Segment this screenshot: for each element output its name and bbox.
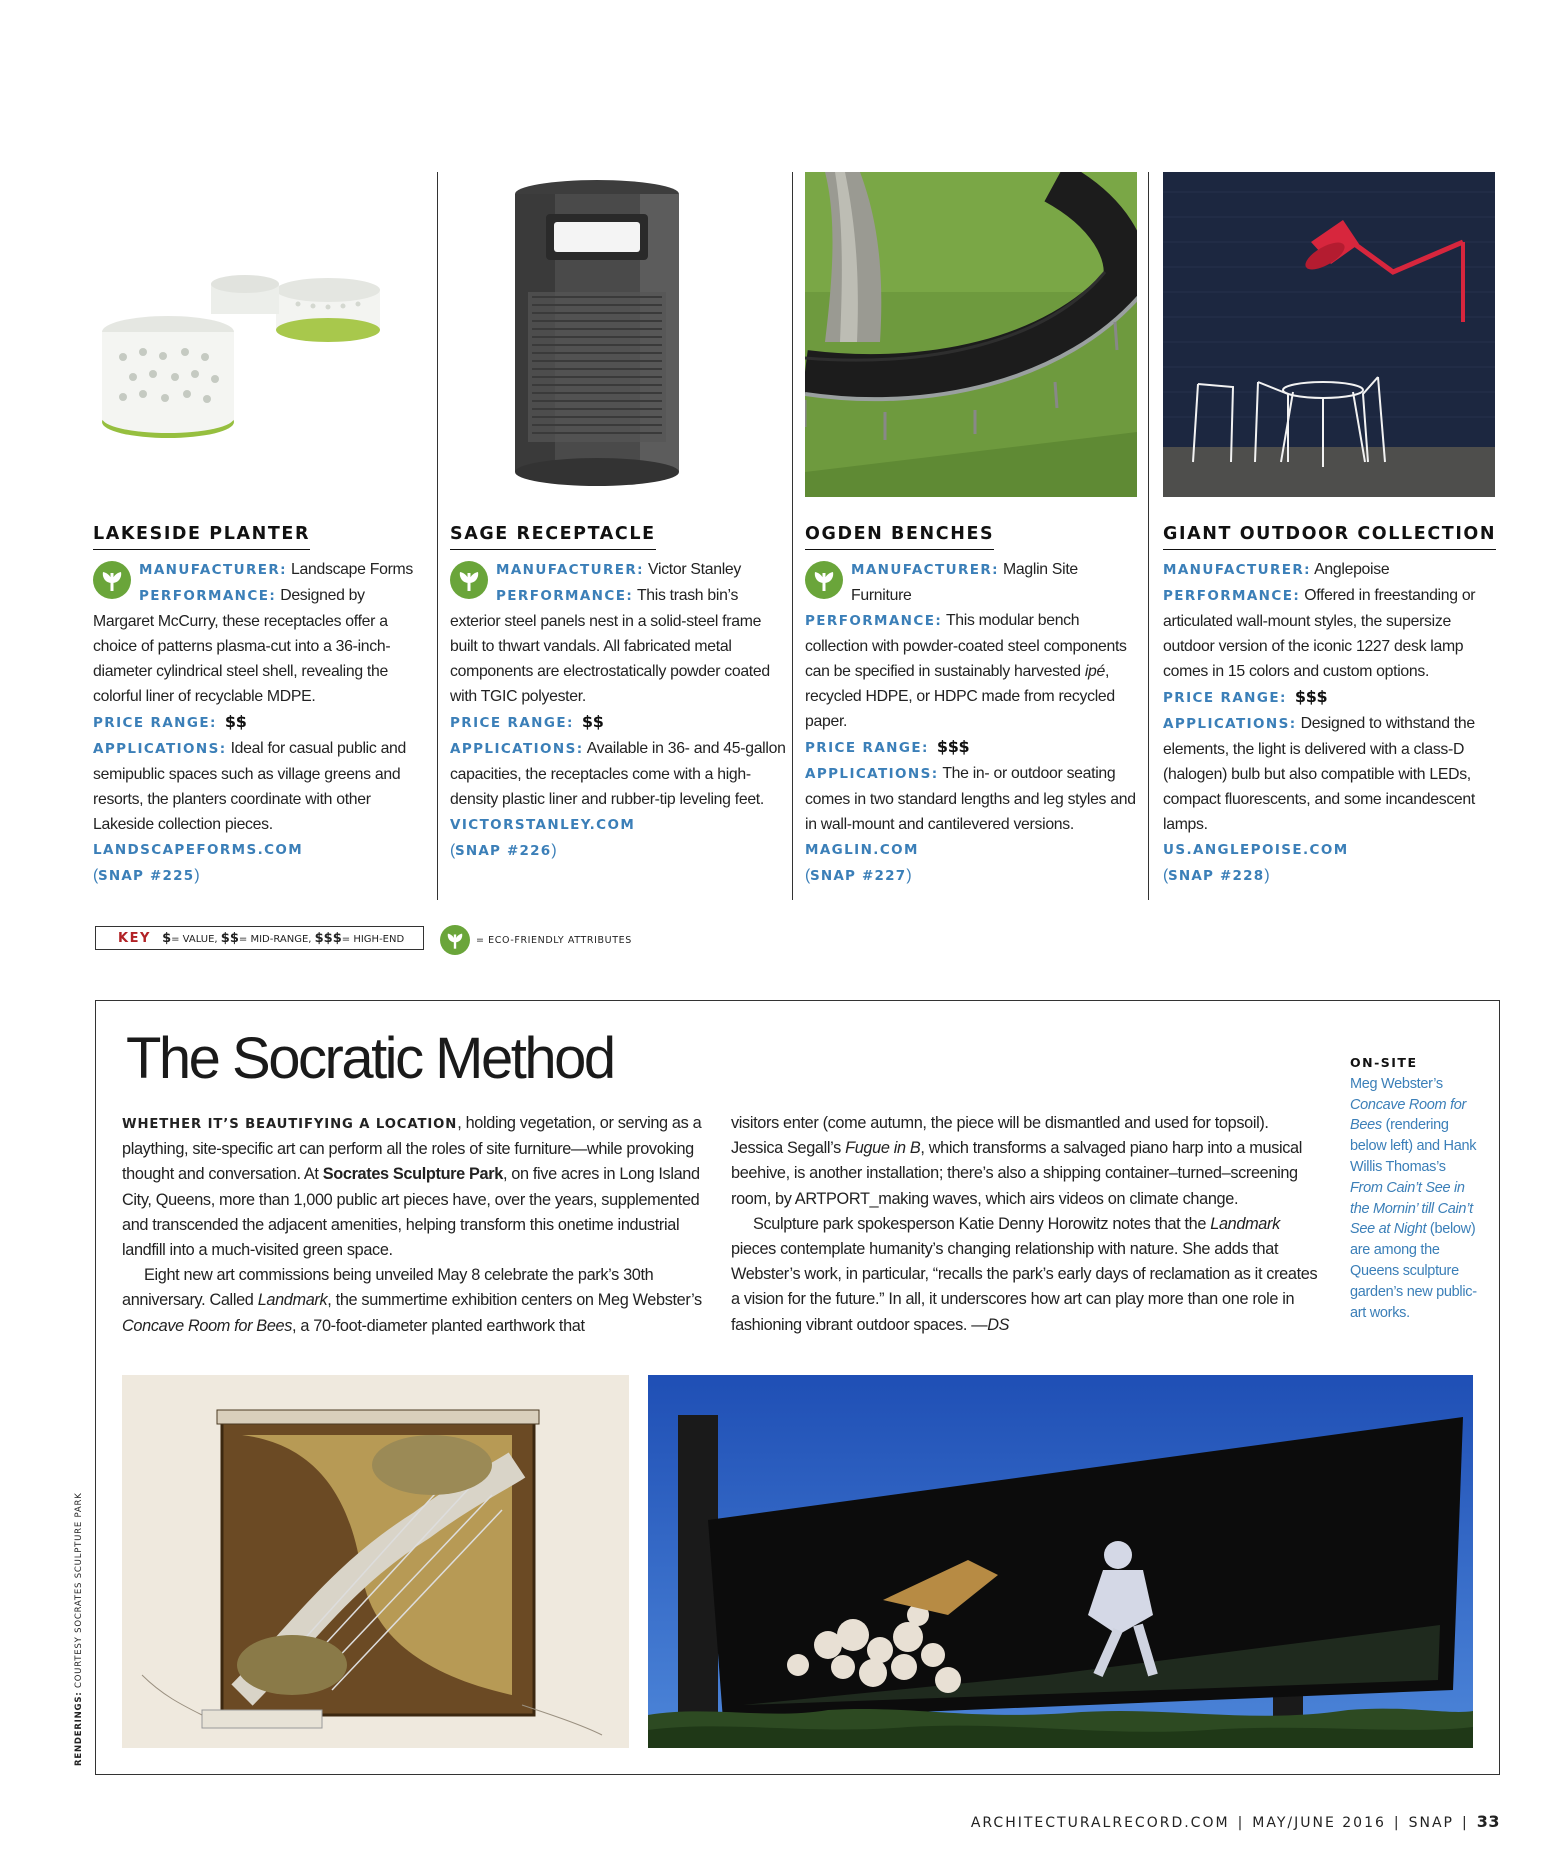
price-key <box>95 926 424 950</box>
article-p2-a: Eight new art commissions being unveiled May 8 celebrate the park’s 30th anniversary. Called <box>122 1266 654 1310</box>
image-billboard-artwork <box>648 1375 1473 1748</box>
credit-text: COURTESY SOCRATES SCULPTURE PARK <box>74 1492 84 1692</box>
credit-label: RENDERINGS: <box>74 1691 84 1766</box>
performance-emphasis: ipé <box>1084 663 1106 680</box>
footer-separator: | <box>1237 1815 1245 1831</box>
product-description <box>93 557 429 889</box>
key-text-value: = VALUE, <box>171 934 218 945</box>
article-p2-c: , a 70-foot-diameter planted earthwork that <box>292 1316 585 1335</box>
applications-label: APPLICATIONS: <box>1163 716 1297 732</box>
image-credit <box>74 1492 84 1766</box>
sidebar-text-2: (rendering below left) and Hank Willis Thomas’s <box>1350 1117 1477 1175</box>
product-image-ogden-benches <box>805 172 1137 497</box>
feature-headline: The Socratic Method <box>126 1026 614 1091</box>
applications-text: Ideal for casual public and semipublic spaces such as village greens and resorts, the planters coordinate with other Lakeside collection pieces. <box>93 740 407 833</box>
article-park-name: Socrates Sculpture Park <box>322 1165 503 1184</box>
performance-text-end: , recycled HDPE, or HDPC made from recycled paper. <box>805 663 1115 730</box>
eco-key-leaf-icon <box>440 925 470 955</box>
product-title: LAKESIDE PLANTER <box>93 524 310 550</box>
article-p1-a: , holding vegetation, or serving as a plaything, site-specific art can perform all the roles of site furniture—while provoking thought and conversation. At <box>122 1114 702 1184</box>
article-p1-b: , on five acres in Long Island City, Queens, more than 1,000 public art pieces have, over the years, supplemented and transcended the adjacent amenities, helping transform this onetime industrial landfill into a much-visited green space. <box>122 1165 700 1260</box>
article-column-right-text <box>731 1111 1321 1338</box>
applications-text: Designed to withstand the elements, the light is delivered with a class-D (halogen) bulb but also compatible with LEDs, compact fluorescents, and some incandescent lamps. <box>1163 715 1475 833</box>
product-image-lakeside-planter <box>93 172 425 497</box>
manufacturer-value: Landscape Forms <box>291 561 413 578</box>
product-title: GIANT OUTDOOR COLLECTION <box>1163 524 1496 550</box>
key-symbol-value: $ <box>162 931 172 946</box>
footer-separator: | <box>1393 1815 1401 1831</box>
product-description <box>1163 557 1499 889</box>
performance-label: PERFORMANCE: <box>496 588 634 604</box>
article-p3-a: Sculpture park spokesperson Katie Denny Horowitz notes that the <box>753 1214 1211 1233</box>
article-concave-room: Concave Room for Bees <box>122 1316 293 1335</box>
column-divider <box>437 172 438 900</box>
price-range-label: PRICE RANGE: <box>805 740 929 756</box>
article-fugue-in-b: Fugue in B <box>845 1139 921 1158</box>
product-image-sage-receptacle <box>450 172 782 497</box>
applications-label: APPLICATIONS: <box>93 741 227 757</box>
manufacturer-link[interactable]: MAGLIN.COM <box>805 842 919 858</box>
page-number: 33 <box>1476 1812 1500 1831</box>
key-symbol-high: $$$ <box>314 931 342 946</box>
manufacturer-link[interactable]: US.ANGLEPOISE.COM <box>1163 842 1349 858</box>
eco-leaf-icon <box>805 561 843 599</box>
column-divider <box>792 172 793 900</box>
article-p3-b: pieces contemplate humanity’s changing relationship with nature. She adds that Webster’s work, in particular, “recalls the park’s early days of reclamation as it creates a vision for the future.” In all, it underscores how art can play more than one role in fashioning vibrant outdoor spaces. — <box>731 1240 1318 1334</box>
price-value: $$ <box>224 712 247 731</box>
article-landmark-2: Landmark <box>1210 1214 1280 1233</box>
manufacturer-value: Maglin Site Furniture <box>851 561 1078 604</box>
manufacturer-label: MANUFACTURER: <box>851 562 999 578</box>
article-p2-b: , the summertime exhibition centers on Meg Webster’s <box>327 1291 702 1310</box>
sidebar-text-3: (below) are among the Queens sculpture garden’s new public-art works. <box>1350 1221 1477 1321</box>
price-value: $$$ <box>1294 687 1328 706</box>
footer-section: SNAP <box>1408 1815 1455 1831</box>
applications-label: APPLICATIONS: <box>450 741 584 757</box>
eco-leaf-icon <box>450 561 488 599</box>
manufacturer-value: Anglepoise <box>1314 561 1390 578</box>
price-range-label: PRICE RANGE: <box>93 715 217 731</box>
footer-issue: MAY/JUNE 2016 <box>1252 1815 1386 1831</box>
article-landmark: Landmark <box>257 1291 328 1310</box>
manufacturer-label: MANUFACTURER: <box>139 562 287 578</box>
key-text-high: = HIGH-END <box>341 934 405 945</box>
product-description <box>805 557 1141 889</box>
product-description <box>450 557 786 864</box>
price-value: $$ <box>581 712 604 731</box>
performance-text: This modular bench collection with powder-coated steel components can be specified in sustainably harvested <box>805 612 1127 680</box>
price-range-label: PRICE RANGE: <box>1163 690 1287 706</box>
applications-label: APPLICATIONS: <box>805 766 939 782</box>
product-image-giant-outdoor-collection <box>1163 172 1495 497</box>
snap-reference: (SNAP #227) <box>805 867 912 884</box>
product-title: SAGE RECEPTACLE <box>450 524 656 550</box>
article-signature: DS <box>987 1315 1010 1334</box>
performance-label: PERFORMANCE: <box>139 588 277 604</box>
snap-reference: (SNAP #225) <box>93 867 200 884</box>
sidebar-concave-room: Concave Room for Bees <box>1350 1096 1467 1134</box>
footer-site: ARCHITECTURALRECORD.COM <box>970 1815 1230 1831</box>
image-concave-room-rendering <box>122 1375 629 1748</box>
article-p2-d: , which transforms a salvaged piano harp into a musical beehive, is another installation; there’s also a shipping container–turned–screening room, by ARTPORT_making waves, which airs videos on climate change. <box>731 1139 1303 1208</box>
applications-text: Available in 36- and 45-gallon capacities, the receptacles come with a high-density plastic liner and rubber-tip leveling feet. <box>450 740 786 808</box>
manufacturer-link[interactable]: VICTORSTANLEY.COM <box>450 817 636 833</box>
performance-label: PERFORMANCE: <box>1163 588 1301 604</box>
product-title: OGDEN BENCHES <box>805 524 994 550</box>
snap-number: SNAP #227 <box>809 868 907 884</box>
sidebar-heading: ON-SITE <box>1350 1055 1418 1070</box>
footer-separator: | <box>1462 1815 1469 1831</box>
eco-key-text: = ECO-FRIENDLY ATTRIBUTES <box>476 935 632 946</box>
eco-leaf-icon <box>93 561 131 599</box>
snap-number: SNAP #225 <box>97 868 195 884</box>
snap-reference: (SNAP #226) <box>450 842 557 859</box>
article-lead-in: WHETHER IT’S BEAUTIFYING A LOCATION <box>122 1117 458 1132</box>
performance-text: Offered in freestanding or articulated wall-mount styles, the supersize outdoor version of the iconic 1227 desk lamp comes in 15 colors and custom options. <box>1163 587 1476 680</box>
performance-text: This trash bin’s exterior steel panels nest in a solid-steel frame built to thwart vandals. All fabricated metal components are electrostatically powder coated with TGIC polyester. <box>450 587 770 705</box>
price-range-label: PRICE RANGE: <box>450 715 574 731</box>
manufacturer-value: Victor Stanley <box>648 561 742 578</box>
key-text-mid: = MID-RANGE, <box>238 934 312 945</box>
price-value: $$$ <box>936 737 970 756</box>
manufacturer-label: MANUFACTURER: <box>496 562 644 578</box>
page-footer <box>971 1812 1500 1831</box>
sidebar-from-caint-see: From Cain’t See in the Mornin’ till Cain’t See at Night <box>1350 1179 1473 1238</box>
manufacturer-link[interactable]: LANDSCAPEFORMS.COM <box>93 842 304 858</box>
applications-text: The in- or outdoor seating comes in two standard lengths and leg styles and in wall-mount and cantilevered versions. <box>805 765 1136 833</box>
performance-label: PERFORMANCE: <box>805 613 943 629</box>
article-column-left <box>122 1111 712 1339</box>
manufacturer-label: MANUFACTURER: <box>1163 562 1311 578</box>
key-label: KEY <box>118 931 151 946</box>
sidebar-text-1: Meg Webster’s <box>1350 1075 1443 1092</box>
performance-text: Designed by Margaret McCurry, these receptacles offer a choice of patterns plasma-cut into a 36-inch-diameter cylindrical steel shell, revealing the colorful liner of recyclable MDPE. <box>93 587 391 705</box>
article-p2-c-continued: visitors enter (come autumn, the piece will be dismantled and used for topsoil). Jessica Segall’s <box>731 1114 1269 1158</box>
snap-number: SNAP #226 <box>454 843 552 859</box>
snap-number: SNAP #228 <box>1167 868 1265 884</box>
key-symbol-mid: $$ <box>220 931 239 946</box>
column-divider <box>1148 172 1149 900</box>
snap-reference: (SNAP #228) <box>1163 867 1270 884</box>
sidebar-on-site <box>1350 1053 1478 1323</box>
